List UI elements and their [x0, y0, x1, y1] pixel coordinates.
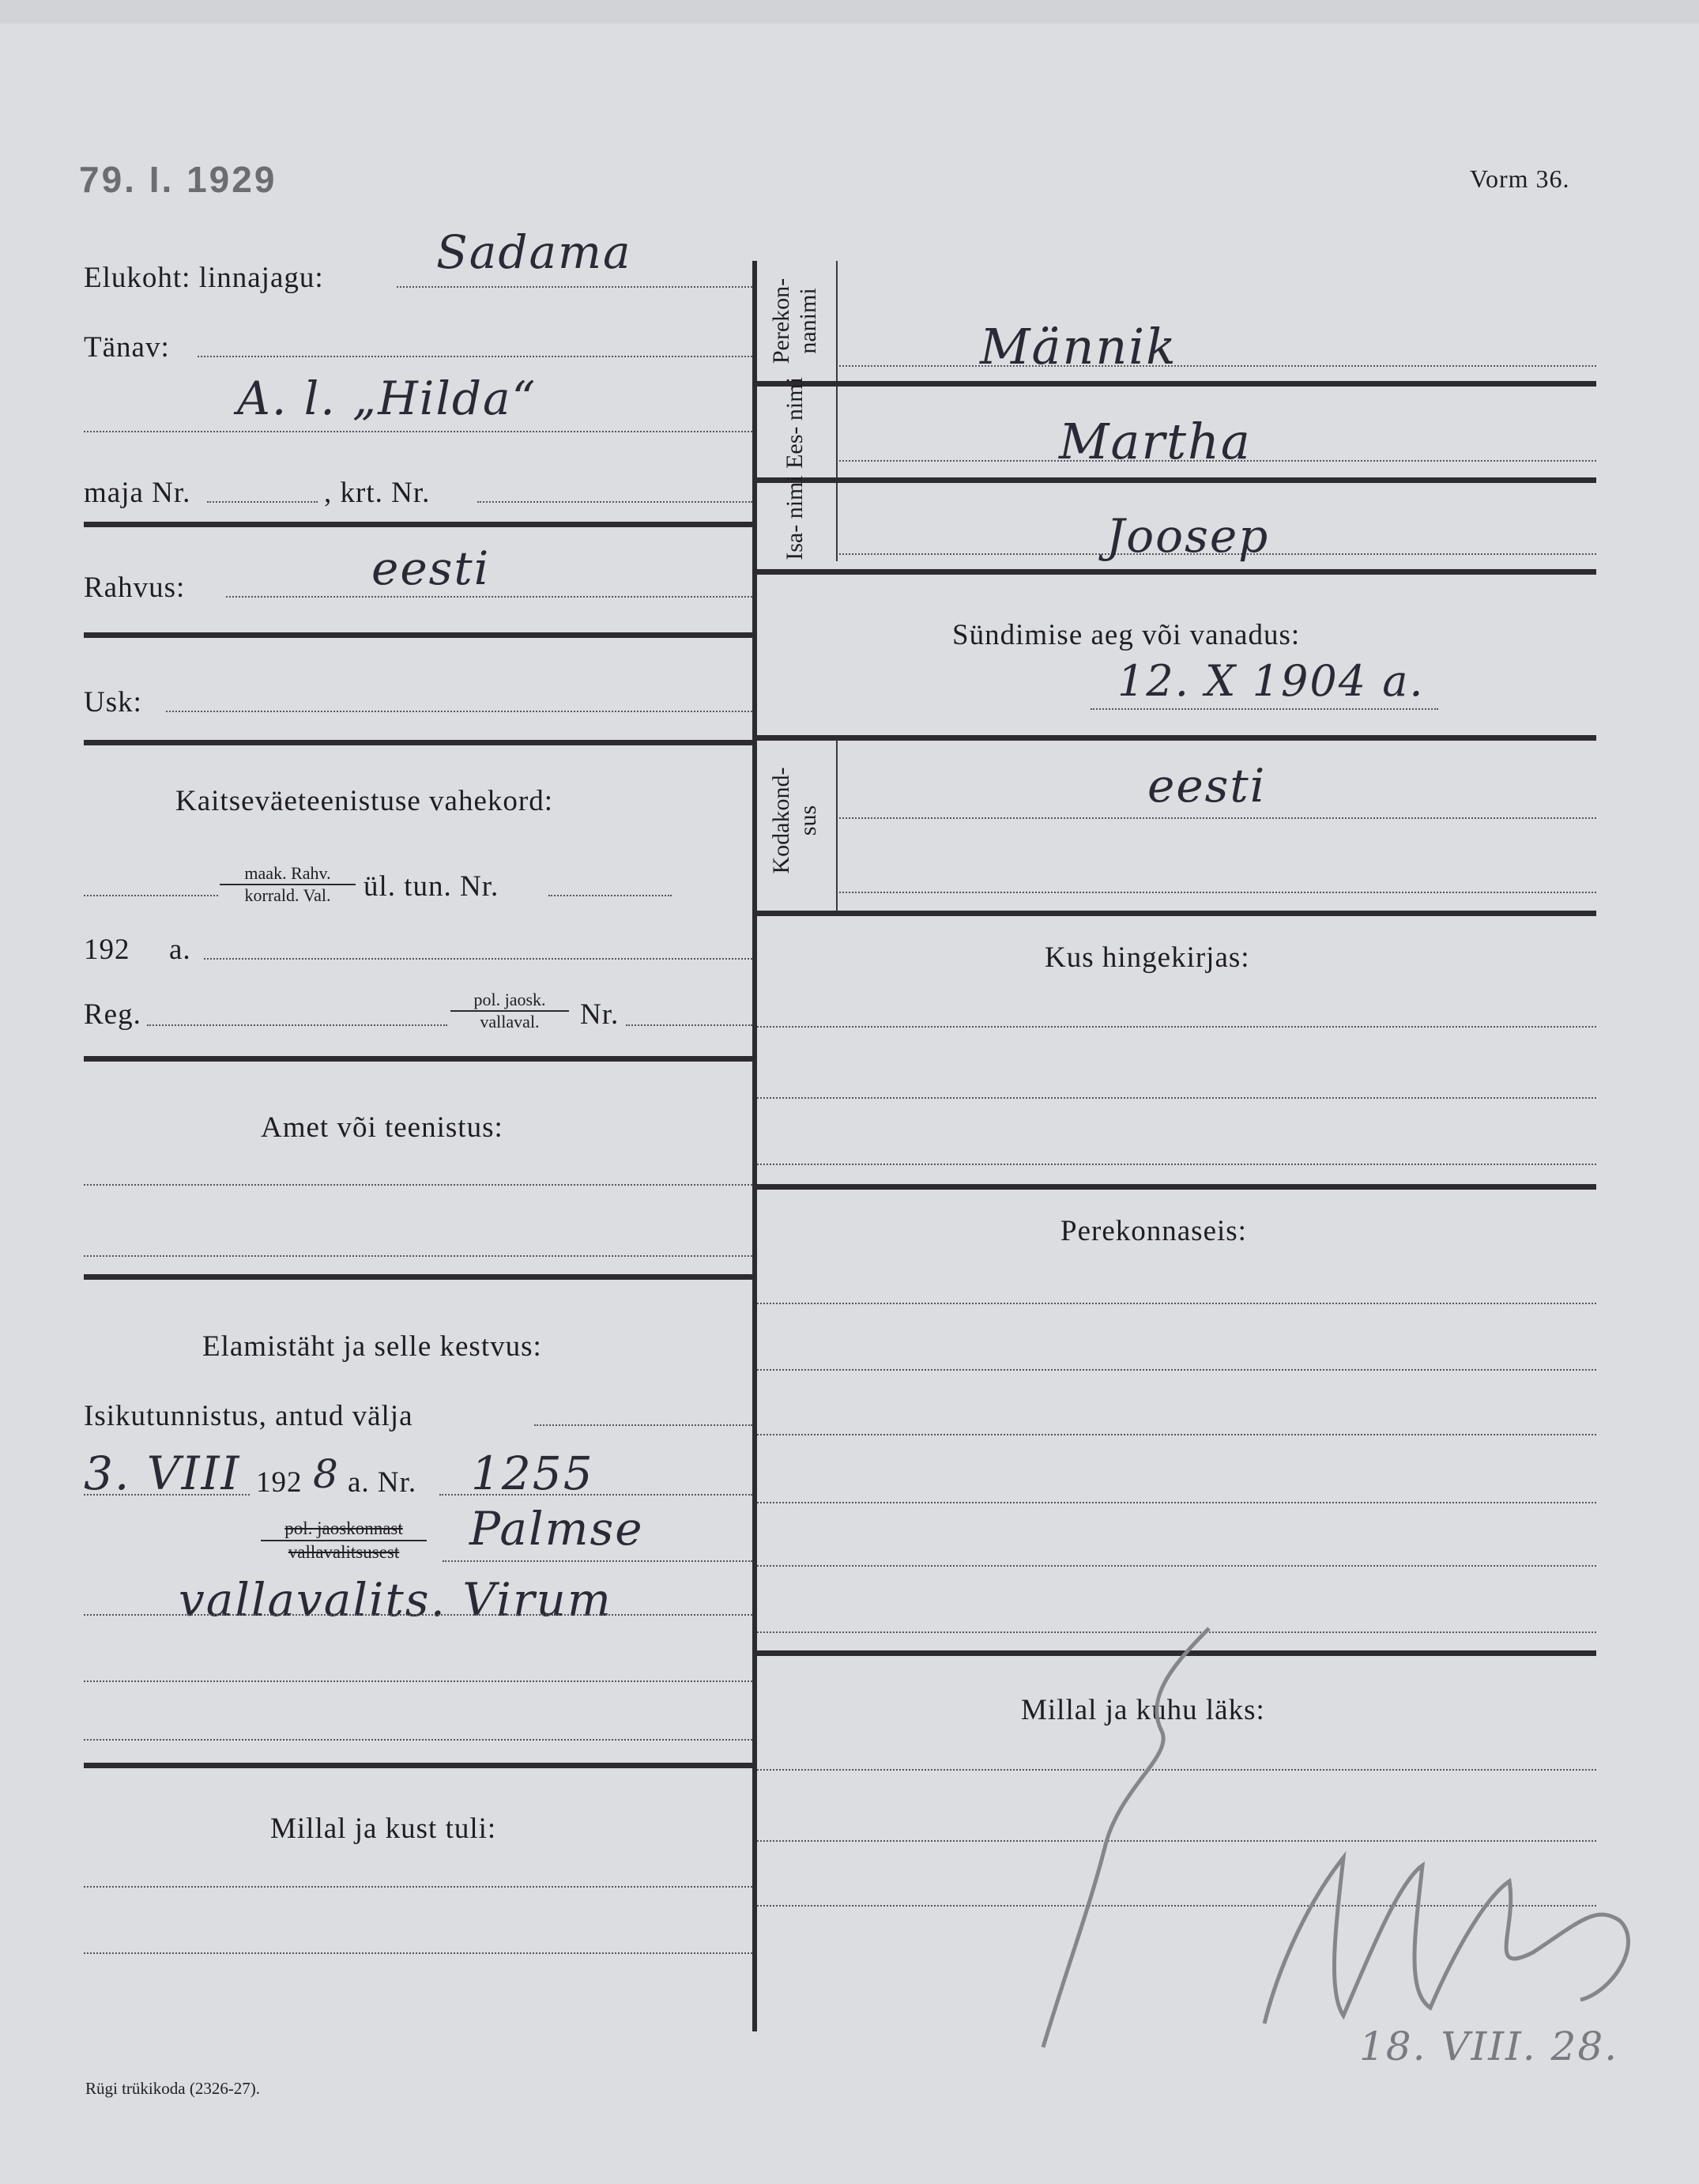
printer-imprint: Rügi trükikoda (2326-27).	[85, 2079, 261, 2098]
divider-1	[84, 522, 752, 527]
tuli-line-2	[84, 1952, 752, 1954]
maja-label: maja Nr.	[84, 477, 191, 509]
divider-5	[84, 1274, 752, 1280]
tanav-label: Tänav:	[84, 331, 170, 364]
isikutunnistus-label: Isikutunnistus, antud välja	[84, 1400, 413, 1432]
perekonnaseis-heading: Perekonnaseis:	[1060, 1215, 1247, 1247]
issuer-line-4	[84, 1739, 752, 1741]
elamistaht-heading: Elamistäht ja selle kestvus:	[202, 1330, 542, 1363]
right-divider-6	[757, 1184, 1596, 1190]
right-divider-5	[757, 911, 1596, 916]
perekonnaseis-line-2	[757, 1369, 1596, 1371]
sundimise-heading: Sündimise aeg või vanadus:	[952, 619, 1301, 651]
frac3-num: pol. jaoskonnast	[261, 1518, 427, 1541]
frac2-den: vallaval.	[480, 1012, 540, 1032]
ul-tun-line	[548, 895, 672, 896]
names-label-divider	[836, 261, 838, 561]
tanav-value[interactable]: A. l. „Hilda“	[237, 372, 537, 425]
issuer-value-2[interactable]: vallavalits. Virum	[179, 1573, 612, 1627]
rahvus-value[interactable]: eesti	[371, 541, 491, 595]
kodakondsus-line-2	[839, 892, 1596, 893]
perekonnanimi-label: Perekon- nanimi	[768, 277, 821, 364]
perekonnaseis-line-3	[757, 1434, 1596, 1435]
hingekiri-line-1	[757, 1026, 1596, 1028]
usk-line	[166, 711, 752, 712]
rahvus-label: Rahvus:	[84, 571, 186, 604]
sundimise-line	[1091, 708, 1438, 710]
tuli-heading: Millal ja kust tuli:	[270, 1812, 497, 1845]
perekonnanimi-line	[839, 365, 1596, 367]
issuer-value-1[interactable]: Palmse	[469, 1502, 644, 1556]
kodakondsus-label-divider	[836, 740, 838, 912]
eesnimi-value[interactable]: Martha	[1059, 413, 1252, 470]
issuer-line-1	[443, 1560, 752, 1562]
tuli-line-1	[84, 1886, 752, 1888]
reg-nr-line	[626, 1024, 752, 1026]
perekonnaseis-line-5	[757, 1565, 1596, 1567]
frac2-num: pol. jaosk.	[450, 990, 569, 1012]
eesnimi-label: Ees- nimi	[782, 377, 808, 469]
pencil-stroke-mark	[1027, 1605, 1233, 2063]
hingekiri-heading: Kus hingekirjas:	[1045, 941, 1250, 974]
center-vertical-rule	[752, 261, 757, 2031]
isanimi-label: Isa- nimi	[782, 475, 808, 560]
isanimi-value[interactable]: Joosep	[1106, 509, 1270, 563]
reg-line	[147, 1024, 447, 1026]
right-divider-3	[757, 569, 1596, 575]
tanav-line-2	[84, 431, 752, 432]
kaitse-heading: Kaitseväeteenistuse vahekord:	[175, 785, 553, 817]
elukoht-line	[397, 286, 752, 288]
right-divider-4	[757, 735, 1596, 741]
kaitse-line-a	[84, 895, 218, 896]
perekonnaseis-line-1	[757, 1303, 1596, 1304]
id-date-value[interactable]: 3. VIII	[84, 1447, 241, 1500]
kodakondsus-line-1	[839, 817, 1596, 819]
received-date-stamp: 79. I. 1929	[79, 159, 277, 200]
ul-tun-label: ül. tun. Nr.	[364, 870, 499, 903]
rahv-val-fraction	[220, 863, 356, 906]
amet-heading: Amet või teenistus:	[261, 1111, 503, 1144]
rahvus-line	[226, 596, 752, 598]
divider-2	[84, 632, 752, 638]
amet-line-2	[84, 1255, 752, 1257]
issuer-line-3	[84, 1680, 752, 1682]
krt-label: , krt. Nr.	[324, 477, 431, 509]
tanav-line-1	[198, 356, 752, 357]
divider-4	[84, 1056, 752, 1062]
id-a-nr-label: a. Nr.	[348, 1466, 417, 1499]
id-year-prefix: 192	[256, 1466, 303, 1499]
reg-label: Reg.	[84, 998, 141, 1031]
jaoskonnast-fraction	[261, 1518, 427, 1564]
id-year-digit[interactable]: 8	[313, 1451, 340, 1497]
id-date-line	[84, 1494, 250, 1496]
elukoht-value[interactable]: Sadama	[436, 225, 632, 279]
frac3-den: vallavalitsusest	[288, 1542, 400, 1562]
laks-heading: Millal ja kuhu läks:	[1021, 1694, 1265, 1726]
reg-nr-label: Nr.	[580, 998, 620, 1031]
right-divider-1	[757, 381, 1596, 387]
year-suffix: a.	[169, 934, 191, 966]
hingekiri-line-3	[757, 1164, 1596, 1165]
kodakondsus-label: Kodakond- sus	[768, 767, 821, 874]
year-label: 192	[84, 934, 130, 966]
hingekiri-line-2	[757, 1097, 1596, 1099]
amet-line-1	[84, 1184, 752, 1186]
perekonnanimi-value[interactable]: Männik	[980, 318, 1177, 375]
elukoht-label: Elukoht: linnajagu:	[84, 262, 324, 294]
perekonnaseis-line-4	[757, 1502, 1596, 1503]
divider-3	[84, 740, 752, 745]
frac1-num: maak. Rahv.	[220, 863, 356, 885]
right-divider-2	[757, 477, 1596, 483]
isikutunnistus-line	[534, 1424, 752, 1426]
pencil-date: 18. VIII. 28.	[1359, 2024, 1619, 2069]
sundimise-value[interactable]: 12. X 1904 a.	[1117, 656, 1425, 706]
maja-line	[207, 501, 318, 503]
form-number: Vorm 36.	[1470, 164, 1570, 193]
krt-line	[477, 501, 752, 503]
divider-6	[84, 1763, 752, 1768]
kodakondsus-value[interactable]: eesti	[1147, 759, 1267, 813]
id-number-value[interactable]: 1255	[471, 1447, 594, 1500]
issuer-line-2	[84, 1614, 752, 1616]
form-sheet	[0, 24, 1699, 2184]
jaosk-vallaval-fraction	[450, 990, 569, 1032]
pencil-signature	[1249, 1834, 1659, 2039]
usk-label: Usk:	[84, 686, 142, 719]
year-line	[204, 958, 752, 960]
frac1-den: korrald. Val.	[244, 885, 331, 905]
